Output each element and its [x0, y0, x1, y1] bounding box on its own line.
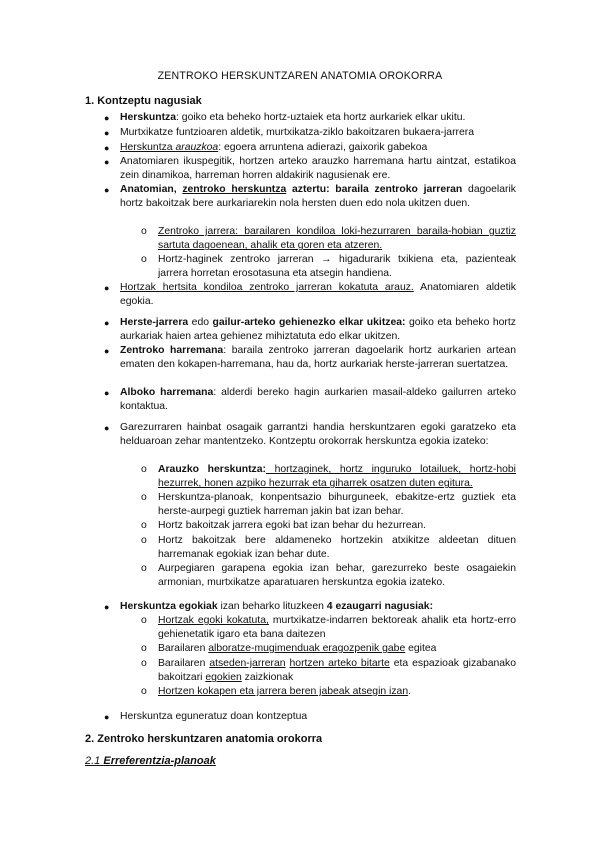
- section-heading-2: 2. Zentroko herskuntzaren anatomia orokorra: [85, 733, 323, 745]
- text: eta espazioak gizabanako bakoitzari: [158, 658, 517, 684]
- bold-text: Alboko harremana: [120, 387, 214, 398]
- underlined-text: Zentroko jarrera: barailaren kondiloa loki-hezurraren baraila-hobian guztiz sartuta dagoenean, ahalik eta goren eta atzeren.: [158, 226, 516, 252]
- list-item: Anatomiaren ikuspegitik, hortzen arteko arauzko harremana hartu aintzat, estatikoa zein dinamikoa, harreman horren aldakirik nagusienak ere.: [120, 156, 516, 182]
- text: : egoera arruntena adierazi, gaixorik gabekoa: [218, 142, 428, 153]
- sub-bullet-marker: o: [141, 615, 147, 626]
- underlined-text: egokien: [205, 672, 242, 684]
- underlined-text: hortzaginek, hortz inguruko lotailuek, hortz-hobi hezurrek, honen azpiko hezurrak eta giharrek osatzen duten egitura.: [158, 464, 516, 490]
- bold-text: gailur-arteko gehienezko elkar ukitzea:: [212, 317, 406, 328]
- list-item: [120, 344, 516, 373]
- text: murtxikatze-indarren bektoreak ahalik eta hortz-erro gehienetatik igaro eta bana daitezen: [158, 615, 516, 641]
- bullet-marker: ●: [104, 346, 110, 356]
- sub-bullet-marker: o: [141, 643, 147, 654]
- list-item: [120, 281, 516, 310]
- bold-text: Herste-jarrera: [120, 317, 189, 328]
- sub-list-item: Hortz-haginek zentroko jarreran → higadurarik txikiena eta, pazienteak jarrera horretan erosotasuna eta atsegin handiena.: [158, 254, 516, 280]
- bold-text: aztertu: [286, 184, 327, 195]
- sub-bullet-marker: o: [141, 658, 147, 669]
- bullet-marker: ●: [104, 113, 110, 123]
- subsection-title: Erreferentzia-planoak: [103, 755, 216, 767]
- bullet-marker: ●: [104, 423, 110, 433]
- text: Anatomiaren aldetik egokia.: [120, 282, 516, 308]
- sub-list-item: [158, 463, 516, 492]
- bullet-marker: ●: [104, 128, 110, 138]
- underlined-text: atseden-jarreran: [209, 658, 286, 669]
- bold-text: Herskuntza egokiak: [120, 601, 218, 612]
- list-item: [120, 600, 516, 614]
- list-item: [120, 386, 516, 415]
- list-item: Herskuntza eguneratuz doan kontzeptua: [120, 711, 308, 722]
- text: zaizkionak: [241, 672, 294, 684]
- text: dagoelarik hortz bakoitzak bere aurkariarekin nola hersten duen edo nola ukitzen duen.: [120, 184, 516, 210]
- bullet-marker: ●: [104, 157, 110, 167]
- sub-list-item: Herskuntza-planoak, konpentsazio bihurguneek, ebakitze-ertz guztiek eta herste-aurpegi guztiek harreman jakin bat izan behar.: [158, 492, 516, 518]
- sub-bullet-marker: o: [141, 254, 147, 265]
- bold-text: : baraila zentroko jarreran: [326, 184, 463, 195]
- underlined-text: Hortzak egoki kokatuta,: [158, 615, 269, 626]
- sub-bullet-marker: o: [141, 686, 147, 697]
- sub-list-item: [158, 614, 516, 643]
- sub-bullet-marker: o: [141, 520, 147, 531]
- sub-bullet-marker: o: [141, 492, 147, 503]
- bold-text: Zentroko harremana: [120, 345, 224, 356]
- bold-text: Anatomian,: [120, 184, 183, 195]
- section-heading-1: 1. Kontzeptu nagusiak: [85, 95, 202, 107]
- sub-bullet-marker: o: [141, 464, 147, 475]
- bold-text: Arauzko herskuntza:: [158, 464, 266, 475]
- sub-bullet-marker: o: [141, 535, 147, 546]
- text: Barailaren: [158, 643, 209, 654]
- list-item: Murtxikatze funtzioaren aldetik, murtxikatza-ziklo bakoitzaren bukaera-jarrera: [120, 127, 475, 138]
- bullet-marker: ●: [104, 318, 110, 328]
- underlined-text: Hortzen kokapen eta jarrera beren jabeak atsegin izan: [158, 686, 409, 697]
- text: : alderdi bereko hagin aurkarien masail-aldeko gailurren arteko kontaktua.: [120, 387, 517, 413]
- bold-text: 4 ezaugarri nagusiak:: [326, 601, 434, 612]
- sub-list-item: Hortz bakoitzak bere aldameneko hortzekin atxikitze aldeetan dituen harremanak egokiak izan behar dute.: [158, 535, 516, 561]
- text: edo: [188, 317, 213, 328]
- text: .: [408, 686, 411, 697]
- list-item: Garezurraren hainbat osagaik garrantzi handia herskuntzaren egoki garatzeko eta helduaroan zehar mantentzeko. Kontzeptu orokorrak herskuntza egokia izateko:: [120, 422, 516, 448]
- sub-bullet-marker: o: [141, 226, 147, 237]
- sub-list-item: Aurpegiaren garapena egokia izan behar, garezurreko beste osagaiekin armonian, murtxikatze aparatuaren herskuntza egokia izateko.: [158, 563, 516, 589]
- bullet-marker: ●: [104, 388, 110, 398]
- underlined-text: alboratze-mugimenduak eragozpenik gabe: [208, 643, 406, 654]
- list-item: [120, 141, 516, 155]
- bullet-marker: ●: [104, 712, 110, 722]
- bullet-marker: ●: [104, 185, 110, 195]
- text: izan beharko lituzkeen: [217, 601, 327, 612]
- list-item: [120, 111, 516, 125]
- list-item: [120, 183, 516, 212]
- sub-list-item: [158, 685, 516, 699]
- text: egitea: [405, 643, 437, 654]
- sub-list-item: [158, 225, 516, 254]
- underlined-text: Hortzak hertsita kondiloa zentroko jarreran kokatuta arauz.: [120, 282, 414, 293]
- underlined-text: Herskuntza: [120, 142, 176, 153]
- list-item: [120, 316, 516, 345]
- subsection-heading: [85, 755, 216, 767]
- underlined-text: hortzen arteko bitarte: [289, 658, 390, 669]
- bullet-marker: ●: [104, 283, 110, 293]
- bullet-marker: ●: [104, 143, 110, 153]
- text: goiko eta beheko hortz aurkariak haien artea gehienez mihiztatuta edo elkar ukitzen.: [120, 317, 516, 343]
- bullet-marker: ●: [104, 602, 110, 612]
- text: : baraila zentroko jarreran dagoelarik hortz aurkarien artean ematen den kokapen-harremana, hau da, hortz aurkariak herste-jarreran suertatzea.: [120, 345, 516, 371]
- text: Barailaren: [158, 658, 210, 669]
- definition: : goiko eta beheko hortz-uztaiek eta hortz aurkariek elkar ukitu.: [176, 112, 466, 123]
- bold-underlined-text: zentroko herskuntza: [182, 184, 287, 195]
- sub-bullet-marker: o: [141, 563, 147, 574]
- subsection-number: 2.1: [85, 755, 104, 767]
- document-title: ZENTROKO HERSKUNTZAREN ANATOMIA OROKORRA: [157, 70, 443, 82]
- sub-list-item: Hortz bakoitzak jarrera egoki bat izan behar du hezurrean.: [158, 520, 426, 531]
- underlined-italic-text: arauzkoa: [175, 142, 219, 153]
- sub-list-item: [158, 657, 516, 686]
- term: Herskuntza: [120, 112, 177, 123]
- sub-list-item: [158, 642, 516, 656]
